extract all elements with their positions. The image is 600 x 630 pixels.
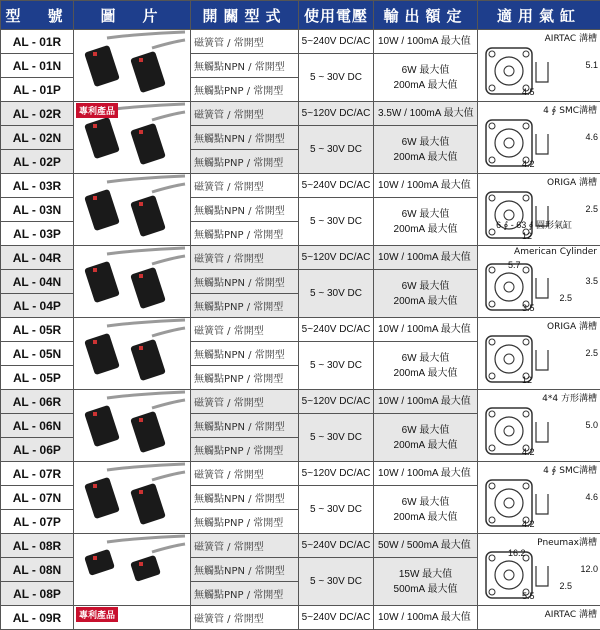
model-cell: AL - 08N xyxy=(1,558,74,582)
switch-type-cell: 無觸點NPN / 常開型 xyxy=(191,270,299,294)
output-line-power: 6W 最大值 xyxy=(374,279,477,294)
product-photo-cell xyxy=(74,462,191,534)
dimension-label: 4.6 xyxy=(585,492,598,502)
cylinder-label: 4 ∮ SMC溝槽 xyxy=(543,103,597,116)
model-cell: AL - 04P xyxy=(1,294,74,318)
switch-type-cell: 無觸點PNP / 常開型 xyxy=(191,294,299,318)
voltage-cell: 5~240V DC/AC xyxy=(299,534,374,558)
sensor-photo xyxy=(77,462,187,528)
header-output: 輸出額定 xyxy=(374,1,478,30)
dimension-label: 16.2 xyxy=(508,548,526,558)
model-cell: AL - 01R xyxy=(1,30,74,54)
switch-type-cell: 無觸點NPN / 常開型 xyxy=(191,54,299,78)
dimension-label: 3.5 xyxy=(585,276,598,286)
output-cell: 10W / 100mA 最大值 xyxy=(374,390,478,414)
output-cell: 50W / 500mA 最大值 xyxy=(374,534,478,558)
table-row xyxy=(1,246,600,270)
cylinder-cell xyxy=(478,606,600,630)
output-line-power: 6W 最大值 xyxy=(374,495,477,510)
output-cell: 10W / 100mA 最大值 xyxy=(374,462,478,486)
product-photo-cell xyxy=(74,246,191,318)
sensor-photo xyxy=(77,390,187,456)
model-cell: AL - 05P xyxy=(1,366,74,390)
product-photo-cell xyxy=(74,534,191,606)
output-cell: 10W / 100mA 最大值 xyxy=(374,174,478,198)
product-photo-cell xyxy=(74,318,191,390)
cylinder-diagram xyxy=(482,116,552,172)
voltage-cell: 5~240V DC/AC xyxy=(299,30,374,54)
dimension-label: 2.5 xyxy=(585,204,598,214)
switch-type-cell: 無觸點NPN / 常開型 xyxy=(191,558,299,582)
switch-type-cell: 無觸點PNP / 常開型 xyxy=(191,366,299,390)
cylinder-label: Pneumax溝槽 xyxy=(537,535,597,548)
model-cell: AL - 07P xyxy=(1,510,74,534)
cylinder-cell xyxy=(478,102,600,174)
model-cell: AL - 04R xyxy=(1,246,74,270)
model-cell: AL - 06N xyxy=(1,414,74,438)
model-cell: AL - 03N xyxy=(1,198,74,222)
output-cell xyxy=(374,414,478,462)
dimension-label: 5.1 xyxy=(585,60,598,70)
voltage-cell: 5~120V DC/AC xyxy=(299,390,374,414)
cylinder-cell xyxy=(478,30,600,102)
dimension-label: 12.0 xyxy=(580,564,598,574)
switch-type-cell: 磁簧管 / 常開型 xyxy=(191,174,299,198)
output-cell xyxy=(374,270,478,318)
model-cell: AL - 02N xyxy=(1,126,74,150)
output-line-current: 200mA 最大值 xyxy=(374,222,477,237)
header-switch-type: 開關型式 xyxy=(191,1,299,30)
switch-type-cell: 無觸點PNP / 常開型 xyxy=(191,510,299,534)
switch-type-cell: 無觸點PNP / 常開型 xyxy=(191,438,299,462)
voltage-cell: 5~120V DC/AC xyxy=(299,462,374,486)
sensor-photo xyxy=(77,318,187,384)
dimension-label: 4.2 xyxy=(522,447,535,457)
cylinder-cell xyxy=(478,462,600,534)
dimension-label: 2.5 xyxy=(585,348,598,358)
model-cell: AL - 02P xyxy=(1,150,74,174)
switch-type-cell: 磁簧管 / 常開型 xyxy=(191,606,299,630)
dimension-label: 4.2 xyxy=(522,519,535,529)
dimension-label: 4.6 xyxy=(585,132,598,142)
product-photo-cell xyxy=(74,102,191,174)
output-line-power: 15W 最大值 xyxy=(374,567,477,582)
model-cell: AL - 07N xyxy=(1,486,74,510)
dimension-label: 5.7 xyxy=(508,260,521,270)
output-line-current: 200mA 最大值 xyxy=(374,366,477,381)
model-cell: AL - 09R xyxy=(1,606,74,630)
output-line-power: 6W 最大值 xyxy=(374,351,477,366)
switch-type-cell: 無觸點PNP / 常開型 xyxy=(191,150,299,174)
voltage-cell: 5 ~ 30V DC xyxy=(299,270,374,318)
model-cell: AL - 01N xyxy=(1,54,74,78)
model-cell: AL - 05N xyxy=(1,342,74,366)
switch-type-cell: 無觸點PNP / 常開型 xyxy=(191,222,299,246)
cylinder-diagram xyxy=(482,404,552,460)
table-row xyxy=(1,462,600,486)
dimension-label: 12 xyxy=(522,375,532,385)
output-cell xyxy=(374,198,478,246)
cylinder-diagram xyxy=(482,44,552,100)
model-cell: AL - 08R xyxy=(1,534,74,558)
header-cylinder: 適用氣缸 xyxy=(478,1,600,30)
sensor-photo xyxy=(77,534,187,600)
product-photo-cell xyxy=(74,606,191,630)
table-row xyxy=(1,390,600,414)
cylinder-label: AIRTAC 溝槽 xyxy=(545,607,597,620)
voltage-cell: 5 ~ 30V DC xyxy=(299,54,374,102)
voltage-cell: 5 ~ 30V DC xyxy=(299,342,374,390)
switch-type-cell: 磁簧管 / 常開型 xyxy=(191,246,299,270)
switch-type-cell: 磁簧管 / 常開型 xyxy=(191,318,299,342)
voltage-cell: 5 ~ 30V DC xyxy=(299,198,374,246)
voltage-cell: 5~240V DC/AC xyxy=(299,606,374,630)
output-line-current: 200mA 最大值 xyxy=(374,78,477,93)
switch-type-cell: 磁簧管 / 常開型 xyxy=(191,30,299,54)
sensor-photo xyxy=(77,174,187,240)
patent-badge: 專利產品 xyxy=(76,103,118,118)
switch-type-cell: 磁簧管 / 常開型 xyxy=(191,390,299,414)
dimension-label: 4.2 xyxy=(522,159,535,169)
dimension-label: 3.5 xyxy=(522,303,535,313)
switch-type-cell: 無觸點NPN / 常開型 xyxy=(191,342,299,366)
output-cell: 10W / 100mA 最大值 xyxy=(374,30,478,54)
output-cell: 10W / 100mA 最大值 xyxy=(374,246,478,270)
header-voltage: 使用電壓 xyxy=(299,1,374,30)
cylinder-label: 4*4 方形溝槽 xyxy=(542,391,597,404)
model-cell: AL - 07R xyxy=(1,462,74,486)
cylinder-cell xyxy=(478,534,600,606)
output-cell xyxy=(374,486,478,534)
model-cell: AL - 03P xyxy=(1,222,74,246)
model-cell: AL - 03R xyxy=(1,174,74,198)
switch-type-cell: 磁簧管 / 常開型 xyxy=(191,462,299,486)
cylinder-label: ORIGA 溝槽 xyxy=(547,175,597,188)
cylinder-cell xyxy=(478,318,600,390)
table-row xyxy=(1,174,600,198)
switch-type-cell: 磁簧管 / 常開型 xyxy=(191,102,299,126)
switch-type-cell: 無觸點PNP / 常開型 xyxy=(191,582,299,606)
table-row xyxy=(1,102,600,126)
voltage-cell: 5 ~ 30V DC xyxy=(299,558,374,606)
output-cell: 10W / 100mA 最大值 xyxy=(374,606,478,630)
cylinder-label: American Cylinder xyxy=(514,247,597,257)
cylinder-diagram xyxy=(482,476,552,532)
table-row xyxy=(1,318,600,342)
product-photo-cell xyxy=(74,30,191,102)
output-line-current: 200mA 最大值 xyxy=(374,438,477,453)
sensor-photo xyxy=(77,246,187,312)
header-picture: 圖 片 xyxy=(74,1,191,30)
model-cell: AL - 04N xyxy=(1,270,74,294)
voltage-cell: 5~120V DC/AC xyxy=(299,246,374,270)
cylinder-cell xyxy=(478,246,600,318)
voltage-cell: 5~240V DC/AC xyxy=(299,174,374,198)
voltage-cell: 5 ~ 30V DC xyxy=(299,414,374,462)
cylinder-cell xyxy=(478,390,600,462)
product-photo-cell xyxy=(74,390,191,462)
output-line-current: 200mA 最大值 xyxy=(374,150,477,165)
switch-type-cell: 無觸點PNP / 常開型 xyxy=(191,78,299,102)
dimension-label: 2.5 xyxy=(559,581,572,591)
switch-type-cell: 無觸點NPN / 常開型 xyxy=(191,126,299,150)
voltage-cell: 5 ~ 30V DC xyxy=(299,486,374,534)
header-model: 型 號 xyxy=(1,1,74,30)
output-line-power: 6W 最大值 xyxy=(374,423,477,438)
dimension-label: 12 xyxy=(522,231,532,241)
output-line-power: 6W 最大值 xyxy=(374,207,477,222)
dimension-label: 4.5 xyxy=(522,87,535,97)
output-cell xyxy=(374,126,478,174)
model-cell: AL - 01P xyxy=(1,78,74,102)
cylinder-diagram xyxy=(482,332,552,388)
voltage-cell: 5 ~ 30V DC xyxy=(299,126,374,174)
output-cell xyxy=(374,558,478,606)
output-line-power: 6W 最大值 xyxy=(374,135,477,150)
header-row xyxy=(1,1,600,30)
cylinder-diagram xyxy=(482,188,552,244)
model-cell: AL - 06P xyxy=(1,438,74,462)
output-line-current: 500mA 最大值 xyxy=(374,582,477,597)
output-cell: 3.5W / 100mA 最大值 xyxy=(374,102,478,126)
model-cell: AL - 08P xyxy=(1,582,74,606)
dimension-label: 2.5 xyxy=(559,293,572,303)
output-line-current: 200mA 最大值 xyxy=(374,294,477,309)
model-cell: AL - 06R xyxy=(1,390,74,414)
cylinder-label: 4 ∮ SMC溝槽 xyxy=(543,463,597,476)
switch-type-cell: 無觸點NPN / 常開型 xyxy=(191,414,299,438)
switch-type-cell: 無觸點NPN / 常開型 xyxy=(191,486,299,510)
dimension-label: 6 ∮ - 63 ∮ 圓形氣缸 xyxy=(496,218,572,231)
table-row xyxy=(1,534,600,558)
product-photo-cell xyxy=(74,174,191,246)
cylinder-cell xyxy=(478,174,600,246)
dimension-label: 5.0 xyxy=(585,420,598,430)
output-line-power: 6W 最大值 xyxy=(374,63,477,78)
cylinder-label: AIRTAC 溝槽 xyxy=(545,31,597,44)
output-line-current: 200mA 最大值 xyxy=(374,510,477,525)
switch-type-cell: 磁簧管 / 常開型 xyxy=(191,534,299,558)
table-row-partial xyxy=(1,606,600,630)
output-cell xyxy=(374,54,478,102)
model-cell: AL - 05R xyxy=(1,318,74,342)
voltage-cell: 5~240V DC/AC xyxy=(299,318,374,342)
model-cell: AL - 02R xyxy=(1,102,74,126)
output-cell xyxy=(374,342,478,390)
patent-badge: 專利產品 xyxy=(76,607,118,622)
dimension-label: 5.5 xyxy=(522,591,535,601)
table-row xyxy=(1,30,600,54)
voltage-cell: 5~120V DC/AC xyxy=(299,102,374,126)
output-cell: 10W / 100mA 最大值 xyxy=(374,318,478,342)
cylinder-label: ORIGA 溝槽 xyxy=(547,319,597,332)
switch-type-cell: 無觸點NPN / 常開型 xyxy=(191,198,299,222)
sensor-photo xyxy=(77,30,187,96)
